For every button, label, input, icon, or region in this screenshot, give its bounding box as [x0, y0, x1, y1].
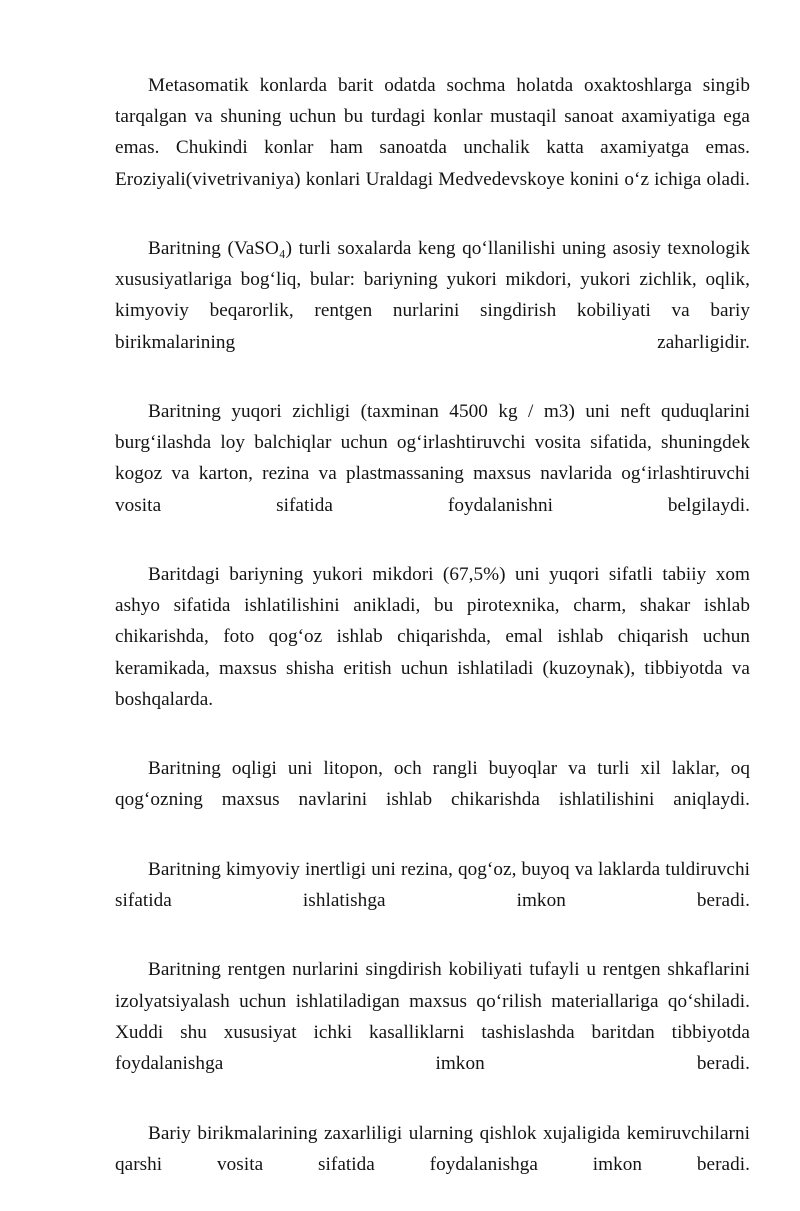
- paragraph: Baritning kimyoviy inertligi uni rezina, qogʻoz, buyoq va laklarda tuldiruvchi sifatida ishlatishga imkon beradi.: [115, 854, 750, 948]
- paragraph: Baritning yuqori zichligi (taxminan 4500 kg / m3) uni neft quduqlarini burgʻilashda loy balchiqlar uchun ogʻirlashtiruvchi vosita sifatida, shuningdek kogoz va karton, rezina va plastmassaning maxsus navlarida ogʻirlashtiruvchi vosita sifatida foydalanishni belgilaydi.: [115, 396, 750, 552]
- paragraph: Baritning (VaSO₄) turli soxalarda keng qoʻllanilishi uning asosiy texnologik xususiyatlariga bogʻliq, bular: bariyning yukori mikdori, yukori zichlik, oqlik, kimyoviy beqarorlik, rentgen nurlarini singdirish kobiliyati va bariy birikmalarining zaharligidir.: [115, 233, 750, 389]
- paragraph: Baritdagi bariyning yukori mikdori (67,5%) uni yuqori sifatli tabiiy xom ashyo sifatida ishlatilishini anikladi, bu pirotexnika, charm, shakar ishlab chikarishda, foto qogʻoz ishlab chiqarishda, emal ishlab chiqarish uchun keramikada, maxsus shisha eritish uchun ishlatiladi (kuzoynak), tibbiyotda va boshqalarda.: [115, 559, 750, 746]
- document-text-body: [115, 70, 750, 1211]
- paragraph: Baritning rentgen nurlarini singdirish kobiliyati tufayli u rentgen shkaflarini izolyatsiyalash uchun ishlatiladigan maxsus qoʻrilish materiallariga qoʻshiladi. Xuddi shu xususiyat ichki kasalliklarni tashislashda baritdan tibbiyotda foydalanishga imkon beradi.: [115, 954, 750, 1110]
- paragraph: Metasomatik konlarda barit odatda sochma holatda oxaktoshlarga singib tarqalgan va shuning uchun bu turdagi konlar mustaqil sanoat axamiyatiga ega emas. Chukindi konlar ham sanoatda unchalik katta axamiyatga emas. Eroziyali(vivetrivaniya) konlari Uraldagi Medvedevskoye konini oʻz ichiga oladi.: [115, 70, 750, 226]
- paragraph: Bariy birikmalarining zaxarliligi ularning qishlok xujaligida kemiruvchilarni qarshi vosita sifatida foydalanishga imkon beradi.: [115, 1118, 750, 1211]
- paragraph: Baritning oqligi uni litopon, och rangli buyoqlar va turli xil laklar, oq qogʻozning maxsus navlarini ishlab chikarishda ishlatilishini aniqlaydi.: [115, 753, 750, 847]
